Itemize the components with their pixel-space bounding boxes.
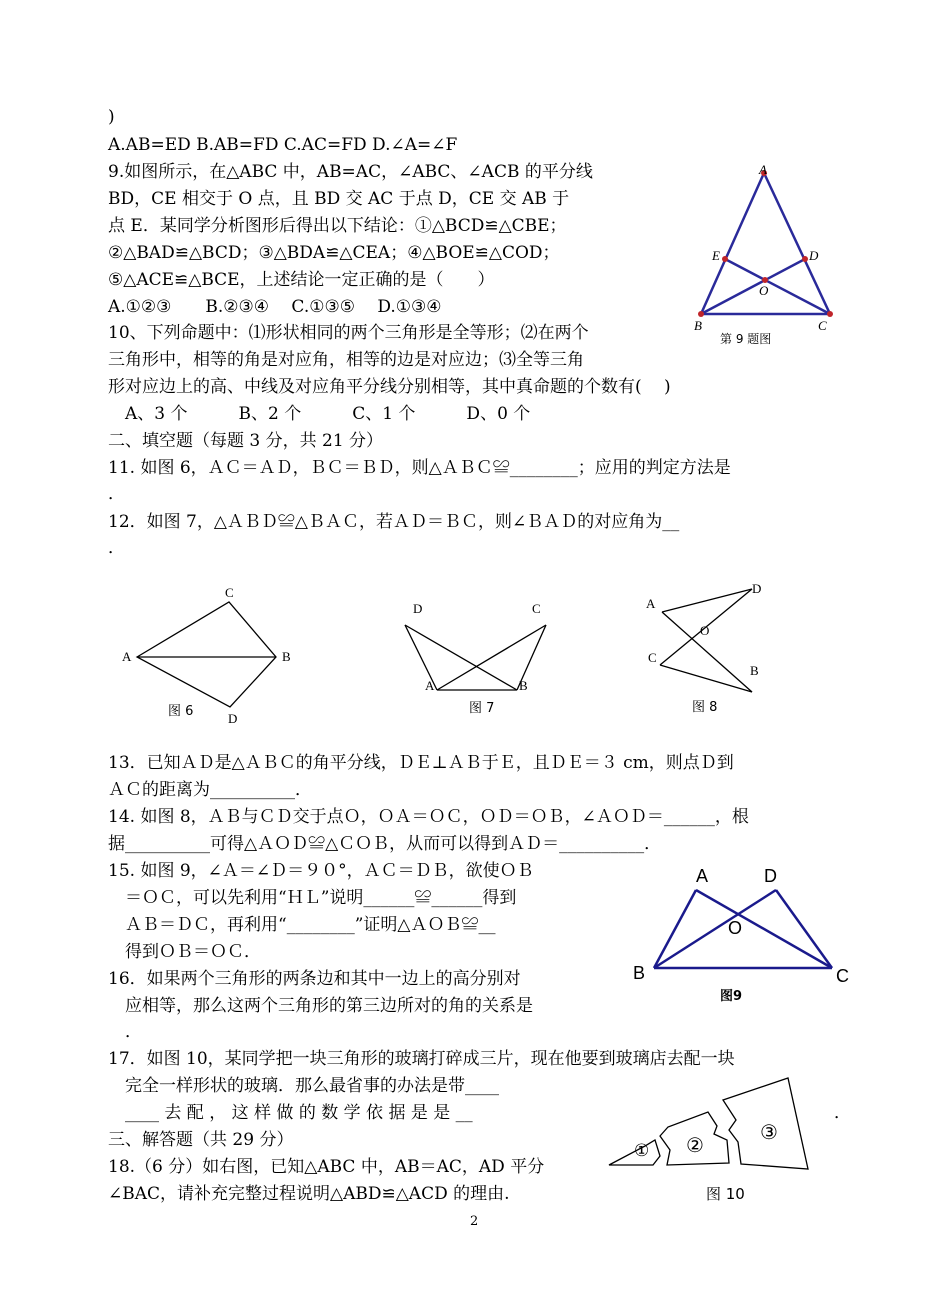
fig9-top-label-b: B: [694, 318, 702, 333]
q16-line: 应相等，那么这两个三角形的第三边所对的角的关系是: [108, 996, 533, 1016]
fig9-top-label-e: E: [712, 248, 720, 263]
section-heading: 三、解答题（共 29 分）: [108, 1130, 294, 1150]
fig10-piece-1: ①: [634, 1141, 650, 1160]
q9-options: A.①②③ B.②③④ C.①③⑤ D.①③④: [108, 297, 442, 317]
fig7-caption: 图 7: [469, 701, 495, 716]
q9-line: BD，CE 相交于 O 点，且 BD 交 AC 于点 D，CE 交 AB 于: [108, 189, 570, 209]
q13-line: ＡＣ的距离为__________．: [108, 780, 312, 800]
fig9-caption: 图9: [720, 989, 743, 1004]
q8-options: A.AB=ED B.AB=FD C.AC=FD D.∠A=∠F: [108, 135, 458, 155]
fig8-shape: [660, 589, 752, 692]
fig8-label-o: O: [700, 623, 710, 638]
fig6-label-b: B: [282, 649, 291, 664]
fig9-label-b: B: [633, 963, 646, 983]
q17-line: 完全一样形状的玻璃．那么最省事的办法是带____: [108, 1076, 499, 1096]
q15-line: ＡＢ＝ＤＣ，再利用“________”证明△ＡＯＢ≌__: [108, 915, 496, 935]
q10-line: 形对应边上的高、中线及对应角平分线分别相等，其中真命题的个数有( ): [108, 377, 671, 397]
fig9-top-label-a: A: [759, 162, 767, 177]
q9-line: ②△BAD≌△BCD；③△BDA≌△CEA；④△BOE≌△COD；: [108, 243, 560, 263]
q16-line: 16．如果两个三角形的两条边和其中一边上的高分别对: [108, 969, 521, 989]
q15-line: 15. 如图 9，∠Ａ＝∠Ｄ＝９０°，ＡＣ＝ＤＢ，欲使ＯＢ: [108, 861, 534, 881]
q10-options: A、3 个 B、2 个 C、1 个 D、0 个: [108, 404, 531, 424]
fig8-label-a: A: [646, 596, 656, 611]
q14-line: 14. 如图 8，ＡＢ与ＣＤ交于点Ｏ，ＯＡ＝ＯＣ，ＯＤ＝ＯＢ，∠ＡＯＤ＝______，根: [108, 807, 749, 827]
fig7-label-a: A: [425, 678, 435, 693]
fig8-label-d: D: [752, 581, 762, 596]
fig6-label-d: D: [228, 711, 238, 726]
text-line: ): [108, 107, 115, 127]
q11-line: ．: [108, 484, 125, 504]
fig9-top-label-c: C: [818, 318, 827, 333]
fig10-caption: 图 10: [706, 1185, 745, 1203]
fig9-label-c: C: [836, 966, 849, 986]
q15-line: ＝ＯＣ，可以先利用“ＨＬ”说明______≌______得到: [108, 888, 517, 908]
q10-line: 三角形中，相等的角是对应角，相等的边是对应边；⑶全等三角: [108, 350, 584, 370]
fig9-shape: [654, 890, 832, 968]
page-number: 2: [470, 1214, 479, 1229]
fig10-piece-3: ③: [760, 1122, 778, 1144]
q15-line: 得到ＯＢ＝ＯＣ．: [108, 942, 261, 962]
q10-line: 10、下列命题中：⑴形状相同的两个三角形是全等形；⑵在两个: [108, 323, 589, 343]
q9-line: ⑤△ACE≌△BCE，上述结论一定正确的是（ ）: [108, 270, 495, 290]
q17-line: 17．如图 10，某同学把一块三角形的玻璃打碎成三片，现在他要到玻璃店去配一块: [108, 1049, 735, 1069]
section-heading: 二、填空题（每题 3 分，共 21 分）: [108, 431, 384, 451]
fig7-label-b: B: [519, 678, 528, 693]
q17-period: ．: [834, 1103, 851, 1123]
q18-line: ∠BAC，请补充完整过程说明△ABD≌△ACD 的理由.: [108, 1184, 510, 1204]
q9-line: 9.如图所示，在△ABC 中，AB=AC，∠ABC、∠ACB 的平分线: [108, 162, 593, 182]
fig9-top-label-o: O: [759, 283, 769, 298]
fig6-caption: 图 6: [168, 704, 194, 719]
fig8-label-c: C: [648, 650, 657, 665]
fig8-caption: 图 8: [692, 700, 718, 715]
fig7-label-d: D: [413, 601, 423, 616]
q17-line: ____ 去 配 ， 这 样 做 的 数 学 依 据 是 是 __: [108, 1103, 473, 1123]
fig6-label-c: C: [225, 585, 234, 600]
q11-line: 11. 如图 6，ＡＣ＝ＡＤ，ＢＣ＝ＢＤ，则△ＡＢＣ≌________；应用的判定方法是: [108, 458, 731, 478]
q13-line: 13．已知ＡＤ是△ＡＢＣ的角平分线，ＤＥ⊥ＡＢ于Ｅ，且ＤＥ＝３ cm，则点Ｄ到: [108, 753, 734, 773]
q16-line: ．: [108, 1022, 142, 1042]
fig9-top-caption: 第 9 题图: [720, 332, 772, 346]
fig8-label-b: B: [750, 663, 759, 678]
fig6-kite: [137, 602, 276, 707]
fig9-label-o: O: [728, 918, 743, 938]
fig10-piece-2: ②: [686, 1135, 704, 1157]
q18-line: 18.（6 分）如右图，已知△ABC 中，AB＝AC，AD 平分: [108, 1157, 545, 1177]
q14-line: 据__________可得△ＡＯＤ≌△ＣＯＢ，从而可以得到ＡＤ＝__________．: [108, 834, 662, 854]
fig7-label-c: C: [532, 601, 541, 616]
q9-line: 点 E．某同学分析图形后得出以下结论：①△BCD≌△CBE；: [108, 216, 567, 236]
q12-line: 12．如图 7，△ＡＢＤ≌△ＢＡＣ，若ＡＤ＝ＢＣ，则∠ＢＡＤ的对应角为__: [108, 512, 680, 532]
q12-line: ．: [108, 538, 125, 558]
fig9-top-label-d: D: [809, 248, 819, 263]
fig9-label-d: D: [764, 866, 777, 886]
fig6-label-a: A: [122, 649, 132, 664]
fig9-label-a: A: [696, 866, 709, 886]
